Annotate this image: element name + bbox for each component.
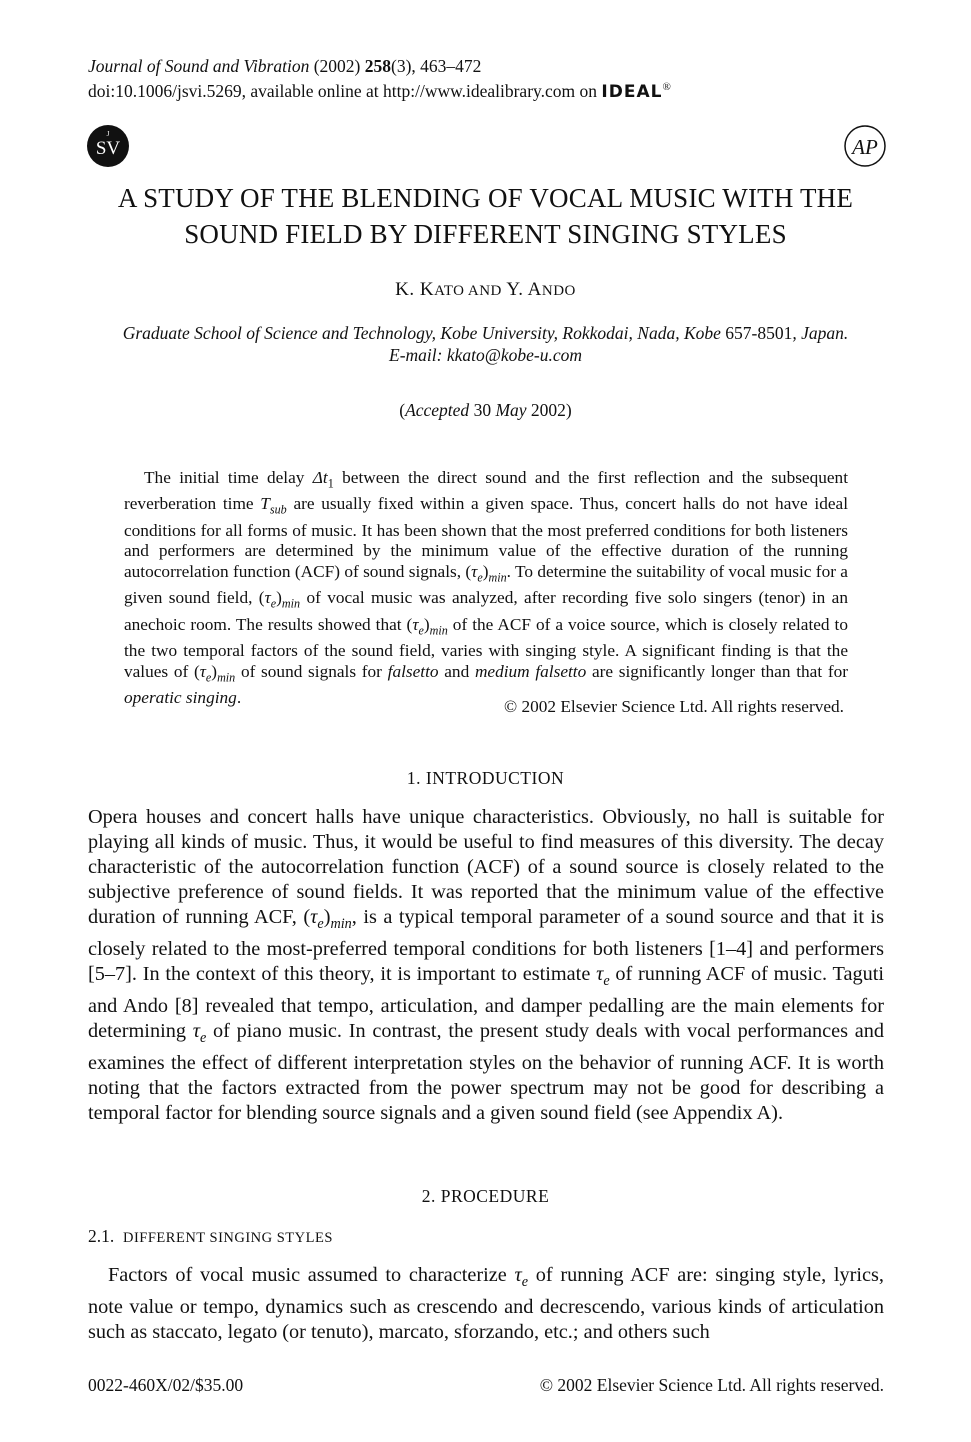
author-2-initial: Y. A [501,279,542,300]
affiliation-line-1 [60,322,911,344]
section-1-heading: 1. INTRODUCTION [406,768,565,788]
term-falsetto: falsetto [387,661,439,681]
math-t: T [260,494,270,514]
math-sub: min [281,596,301,611]
abstract-text: . [236,687,242,707]
abstract-text: between the direct sound and the first reflection and the subsequent reverberation time [124,468,848,514]
math-sub: e [418,623,424,638]
math-sub: e [270,596,277,611]
subsection-title: DIFFERENT SINGING STYLES [123,1230,333,1246]
body-text: Factors of vocal music assumed to characterize [108,1264,515,1286]
footer-issn-price: 0022-460X/02/$35.00 [88,1375,244,1395]
author-2-rest: NDO [541,283,576,299]
body-text: Opera houses and concert halls have unique characteristics. Obviously, no hall is suitable for playing all kinds of music. Thus, it would be useful to find measures of this diversity. The decay characteristic of the autocorrelation function (ACF) of a sound source is closely related to the subjective preference of sound fields. It was reported that the minimum value of the effective duration of running ACF, ( [88,806,884,928]
math-tau: τ [310,906,318,928]
footer-copyright: © 2002 Elsevier Science Ltd. All rights reserved. [539,1375,884,1395]
section-2-body [88,1263,884,1345]
title-line-2: SOUND FIELD BY DIFFERENT SINGING STYLES [184,219,787,249]
term-operatic-singing: operatic singing [124,687,237,707]
paper-title [60,180,911,252]
body-text: , is a typical temporal parameter of a sound source and that it is closely related to the most-preferred temporal conditions for both listeners [1–4] and performers [5–7]. In the context of this theory, it is important to estimate [88,906,884,986]
math-sub: min [488,570,507,585]
abstract-text: are usually fixed within a given space. Thus, concert halls do not have ideal conditions for all forms of music. It has been shown that the most preferred conditions for both listeners and performers are determined by the minimum value of the effective duration of the running autocorrelation function (ACF) of sound signals, ( [124,494,848,582]
math-tau: τ [412,614,419,634]
affiliation-zip: 657-8501 [720,323,793,343]
section-1-paragraph: Opera houses and concert halls have unique characteristics. Obviously, no hall is suitable for playing all kinds of music. Thus, it would be useful to find measures of this diversity. The decay characteristic of the autocorrelation function (ACF) of a sound source is closely related to the subjective preference of sound fields. It was reported that the minimum value of the effective duration of running ACF, $(\tau_e)_{min}$, is a typical temporal parameter of a sound source and that it is closely related to the most-preferred temporal conditions for both listeners [1–4] and performers [5–7]. In the context of this theory, it is important to estimate $\tau_e$ of running ACF of music. Taguti and Ando [8] revealed that tempo, articulation, and damper pedalling are the main elements for determining $\tau_e$ of piano music. In contrast, the present study deals with vocal performances and examines the effect of different interpretation styles on the behavior of running ACF. It is worth noting that the factors extracted from the power spectrum may not be good for describing a temporal factor for blending source signals and a given sound field (see Appendix A). [88,806,885,1125]
math-sub: e [200,1030,207,1047]
math-tau: τ [199,661,206,681]
math-tau: τ [264,588,271,608]
abstract-text: of the ACF of a voice source, which is closely related to the two temporal factors of the sound field, varies with singing style. A significant finding is that the values of ( [124,614,848,681]
abstract-text: and [438,661,475,681]
abstract-paragraph: The initial time delay $\Delta t_1$ between the direct sound and the first reflection and the subsequent reverberation time $T_{sub}$ are usually fixed within a given space. Thus, concert halls do not have ideal conditions for all forms of music. It has been shown that the most preferred conditions for both listeners and performers are determined by the minimum value of the effective duration of the running autocorrelation function (ACF) of sound signals, $(\tau_e)_{min}$. To determine the suitability of vocal music for a given sound field, $(\tau_e)_{min}$ of vocal music was analyzed, after recording five solo singers (tenor) in an anechoic room. The results showed that $(\tau_e)_{min}$ of the ACF of a voice source, which is closely related to the two temporal factors of the sound field, varies with singing style. A significant finding is that the values of $(\tau_e)_{min}$ of sound signals for falsetto and medium falsetto are significantly longer than that for operatic singing. [124,468,848,707]
ap-logo-icon [843,124,887,168]
math-sub: e [317,916,324,933]
accepted-paren: ( [399,400,406,420]
accepted-month: May [495,400,527,420]
math-sub: 1 [327,476,334,491]
author-1-initial: K. K [395,279,435,300]
math-sub: min [330,916,352,933]
sv-logo-text: SV [95,138,121,159]
abstract [124,468,848,709]
math-tau: τ [471,562,478,582]
affiliation-institution: Graduate School of Science and Technology, Kobe University, Rokkodai, Nada, Kobe [122,323,721,343]
svg-text:J: J [106,130,110,138]
accepted-word: Accepted [405,400,470,420]
author-email: E-mail: kkato@kobe-u.com [389,345,582,365]
abstract-text: The initial time delay [144,468,313,487]
author-1-rest: ATO AND [434,283,502,299]
ideal-logo: IDEAL [601,81,663,102]
math-tau: τ [596,963,604,986]
abstract-text: of sound signals for [235,661,388,681]
journal-header [88,56,671,103]
accepted-date [0,400,971,421]
journal-year: (2002) [313,56,361,76]
body-text: of piano music. In contrast, the present study deals with vocal performances and examines the effect of different interpretation styles on the behavior of running ACF. It is worth noting that the factors extracted from the power spectrum may not be good for describing a temporal factor for blending source signals and a given sound field (see Appendix A). [88,1020,884,1125]
abstract-text: of vocal music was analyzed, after recording five solo singers (tenor) in an anechoic room. The results showed that ( [124,588,848,634]
math-tau: τ [514,1264,522,1286]
math-delta-t: Δt [312,468,328,487]
accepted-day: 30 [469,400,496,420]
math-sub: e [477,570,483,585]
math-sub: e [205,670,212,685]
doi-line [88,77,671,103]
term-medium-falsetto: medium falsetto [474,661,587,681]
authors [0,279,971,301]
math-sub: e [603,973,610,990]
body-text: of running ACF are: singing style, lyrics, note value or tempo, dynamics such as crescendo and decrescendo, various kinds of articulation such as staccato, legato (or tenuto), marcato, sforzando, etc.; and others such [88,1264,884,1344]
accepted-year: 2002) [526,400,572,420]
section-1-body [88,805,884,1126]
sv-logo-icon [86,124,130,168]
subsection-number: 2.1. [88,1226,115,1246]
abstract-text: . To determine the suitability of vocal music for a given sound field, ( [124,562,848,608]
journal-name: Journal of Sound and Vibration [88,56,310,76]
affiliation-country: , Japan. [792,323,849,343]
math-sub: sub [269,502,287,517]
body-text: of running ACF of music. Taguti and Ando [8] revealed that tempo, articulation, and damper pedalling are the main elements for determining [88,963,885,1043]
journal-citation-line [88,56,671,77]
doi-text: doi:10.1006/jsvi.5269, available online at http://www.idealibrary.com on [88,80,598,101]
title-line-1: A STUDY OF THE BLENDING OF VOCAL MUSIC WITH THE [117,183,854,213]
math-sub: min [217,670,236,685]
journal-volume: 258 [364,56,391,76]
math-sub: min [429,623,448,638]
section-2-heading: 2. PROCEDURE [421,1186,550,1206]
math-sub: e [521,1274,529,1291]
registered-mark: ® [662,81,671,93]
subsection-2-1-heading [88,1226,333,1247]
abstract-text: are significantly longer than that for [586,661,848,681]
section-2-paragraph [88,1263,884,1345]
ap-logo-text: AP [852,135,878,159]
affiliation [60,322,911,366]
journal-issue-pages: (3), 463–472 [391,56,482,76]
abstract-copyright: © 2002 Elsevier Science Ltd. All rights reserved. [504,697,844,716]
math-tau: τ [192,1020,200,1043]
